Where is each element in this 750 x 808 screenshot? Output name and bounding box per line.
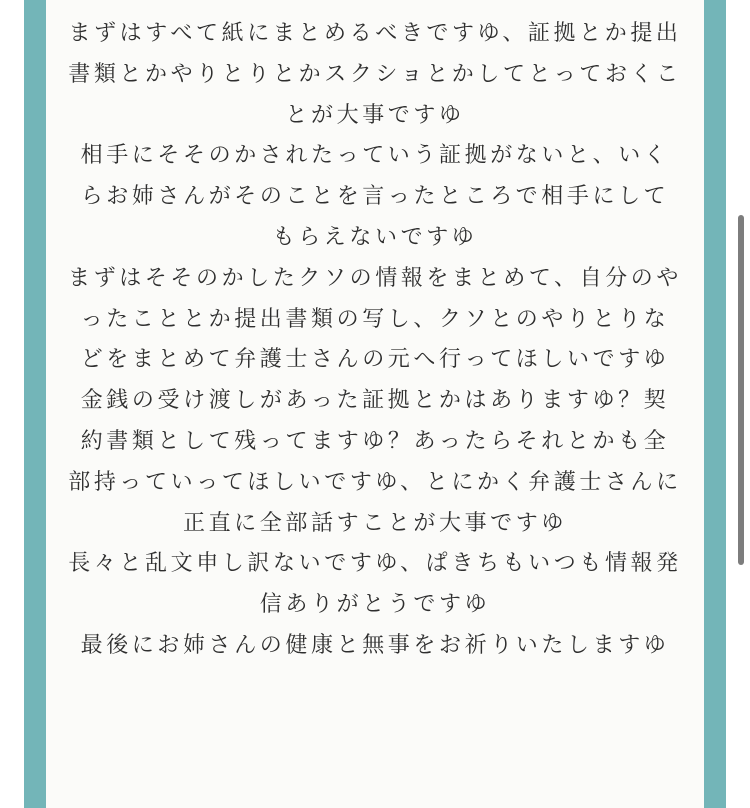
message-paragraph: 金銭の受け渡しがあった証拠とかはありますゆ？契約書類として残ってますゆ？あったらそれとかも全部持っていってほしいですゆ、とにかく弁護士さんに正直に全部話すことが大事ですゆ xyxy=(68,388,682,536)
message-body xyxy=(46,14,704,667)
message-paragraph: 最後にお姉さんの健康と無事をお祈りいたしますゆ xyxy=(80,632,670,658)
message-paragraph: まずはそそのかしたクソの情報をまとめて、自分のやったこととか提出書類の写し、クソとのやりとりなどをまとめて弁護士さんの元へ行ってほしいですゆ xyxy=(68,265,682,373)
scrollbar[interactable] xyxy=(738,0,748,808)
scrollbar-thumb[interactable] xyxy=(738,215,744,565)
message-paragraph: まずはすべて紙にまとめるべきですゆ、証拠とか提出書類とかやりとりとかスクショとかしてとっておくことが大事ですゆ xyxy=(68,21,682,128)
message-paragraph: 相手にそそのかされたっていう証拠がないと、いくらお姉さんがそのことを言ったところで相手にしてもらえないですゆ xyxy=(80,143,670,250)
message-paragraph: 長々と乱文申し訳ないですゆ、ぱきちもいつも情報発信ありがとうですゆ xyxy=(68,551,682,618)
